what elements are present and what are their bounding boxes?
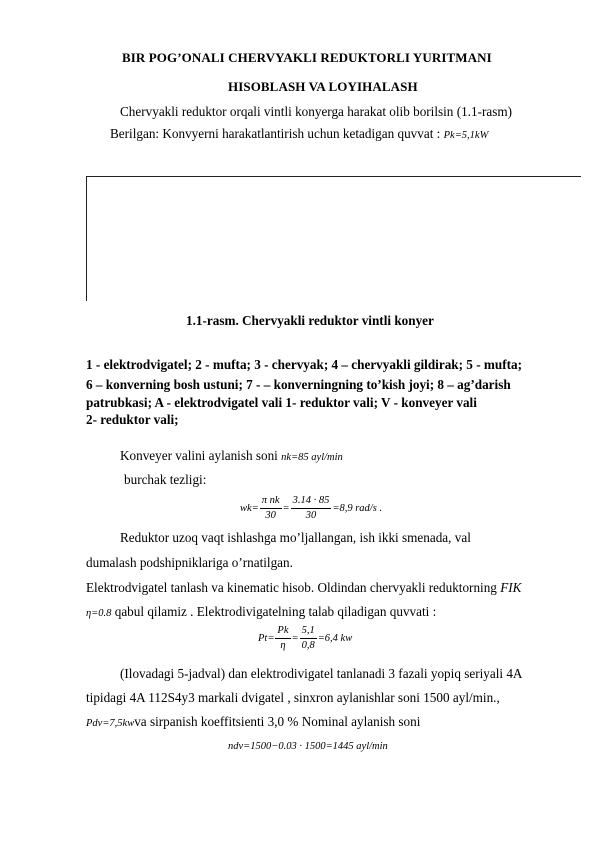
power-rest: =6,4 kw — [317, 632, 353, 644]
power-num-2: 5,1 — [300, 626, 317, 639]
power-lhs: Pt= — [258, 632, 275, 644]
angular-den-1: 30 — [265, 509, 276, 521]
motor-paragraph-line-1 — [86, 580, 521, 596]
speed-formula: nk=85 ayl/min — [281, 452, 343, 463]
power-fraction-2 — [300, 626, 317, 651]
angular-velocity-label: burchak tezligi: — [124, 472, 207, 487]
legend-line-1: 1 - elektrodvigatel; 2 - mufta; 3 - chervyak; 4 – chervyakli gildirak; 5 - mufta; — [86, 357, 522, 372]
legend-line-2: 6 – konverning bosh ustuni; 7 - – konverningning to’kish joyi; 8 – ag’darish — [86, 377, 511, 392]
angular-eq: = — [282, 502, 290, 514]
angular-num-2: 3.14 · 85 — [291, 496, 332, 509]
figure-caption: 1.1-rasm. Chervyakli reduktor vintli konyer — [186, 313, 434, 328]
power-formula — [258, 626, 352, 651]
motor-power-formula: Pdv=7,5kw — [86, 718, 135, 729]
document-title-line-1: BIR POG’ONALI CHERVYAKLI REDUKTORLI YURITMANI — [122, 50, 492, 65]
select-text-3: va sirpanish koeffitsienti 3,0 % Nominal aylanish soni — [134, 714, 421, 729]
power-num-1: Pk — [275, 626, 290, 639]
angular-fraction-1 — [260, 496, 282, 521]
angular-velocity-formula — [240, 496, 382, 521]
angular-den-2: 30 — [305, 509, 317, 521]
intro-paragraph: Chervyakli reduktor orqali vintli konyerga harakat olib borilsin (1.1-rasm) — [120, 104, 512, 119]
nominal-speed-formula: ndv=1500−0.03 · 1500=1445 ayl/min — [228, 741, 388, 752]
given-line — [110, 126, 488, 142]
speed-text: Konveyer valini aylanish soni — [120, 448, 278, 463]
motor-paragraph-line-2 — [86, 604, 436, 620]
power-den-2: 0,8 — [301, 639, 315, 651]
reducer-paragraph-line-2: dumalash podshipniklariga o’rnatilgan. — [86, 555, 293, 570]
select-paragraph-line-1: (Ilovadagi 5-jadval) dan elektrodivigatel tanlanadi 3 fazali yopiq seriyali 4A — [120, 666, 523, 681]
select-paragraph-line-3 — [86, 714, 420, 730]
efficiency-formula: η=0.8 — [86, 608, 112, 619]
legend-line-3: patrubkasi; A - elektrodvigatel vali 1- reduktor vali; V - konveyer vali — [86, 395, 477, 410]
motor-text-1: Elektrodvigatel tanlash va kinematic hisob. Oldindan chervyakli reduktorning — [86, 580, 497, 595]
power-eq: = — [291, 632, 299, 644]
power-den-1: η — [280, 639, 286, 651]
figure-frame — [86, 176, 581, 301]
angular-fraction-2 — [291, 496, 332, 521]
motor-text-2: qabul qilamiz . Elektrodivigatelning talab qiladigan quvvati : — [111, 604, 437, 619]
motor-fik: FIK — [500, 580, 522, 595]
angular-num-1: π nk — [260, 496, 282, 509]
given-text: Berilgan: Konvyerni harakatlantirish uchun ketadigan quvvat : — [110, 126, 441, 141]
reducer-paragraph-line-1: Reduktor uzoq vaqt ishlashga mo’ljallangan, ish ikki smenada, val — [120, 530, 471, 545]
document-title-line-2: HISOBLASH VA LOYIHALASH — [228, 79, 418, 94]
angular-lhs: wk= — [240, 502, 259, 514]
legend-line-4: 2- reduktor vali; — [86, 412, 179, 427]
speed-line — [120, 448, 343, 464]
angular-rest: =8,9 rad/s . — [332, 502, 383, 514]
given-power-formula: Pk=5,1kW — [443, 130, 489, 141]
power-fraction-1 — [275, 626, 290, 651]
select-paragraph-line-2: tipidagi 4A 112S4y3 markali dvigatel , sinxron aylanishlar soni 1500 ayl/min., — [86, 690, 500, 705]
